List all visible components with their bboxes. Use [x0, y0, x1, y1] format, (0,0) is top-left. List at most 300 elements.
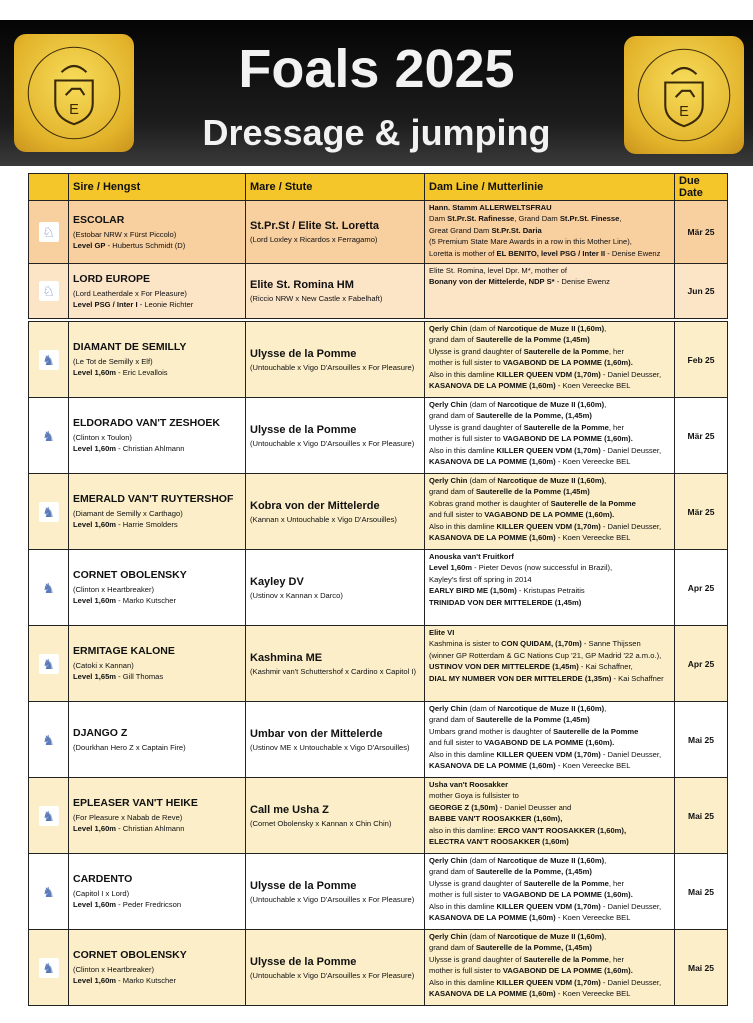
sire-level: Level 1,60m	[73, 824, 117, 833]
dam-line-text: KASANOVA DE LA POMME (1,60m)	[429, 381, 556, 391]
mare-pedigree: (Untouchable x Vigo D'Arsouilles x For Pleasure)	[250, 438, 415, 448]
dam-line-text: KASANOVA DE LA POMME (1,60m)	[429, 457, 556, 467]
dam-line	[429, 749, 670, 760]
dam-line-text: Sauterelle de la Pomme (1,45m)	[475, 335, 590, 345]
dam-line-text: St.Pr.St. Finesse	[559, 214, 620, 224]
sire-level-line	[73, 443, 241, 454]
due-date: Mär 25	[675, 398, 728, 474]
dam-line-cell	[425, 778, 675, 854]
icon-cell	[29, 474, 69, 550]
jumping-horse-icon: ♞	[39, 654, 59, 674]
sire-pedigree: (Clinton x Heartbreaker)	[73, 585, 155, 594]
mare-name: Ulysse de la Pomme	[250, 955, 357, 968]
sire-rider: - Leonie Richter	[137, 299, 194, 309]
dam-line	[429, 551, 670, 562]
dam-line	[429, 433, 670, 444]
dam-line	[429, 650, 670, 661]
due-date: Feb 25	[675, 322, 728, 398]
dam-line-text: KASANOVA DE LA POMME (1,60m)	[429, 761, 556, 771]
dam-line	[429, 836, 670, 847]
mare-cell	[246, 930, 425, 1006]
dam-line-text: - Sanne Thijssen	[581, 639, 641, 649]
dam-line-cell	[425, 550, 675, 626]
sire-name: CARDENTO	[73, 873, 133, 885]
mare-cell	[246, 322, 425, 398]
dam-line	[429, 369, 670, 380]
dam-line	[429, 912, 670, 923]
jumping-horse-icon: ♞	[39, 730, 59, 750]
sire-pedigree: (Estobar NRW x Fürst Piccolo)	[73, 229, 177, 239]
dam-line-text: VAGABOND DE LA POMME (1,60m).	[484, 738, 615, 748]
jumping-horse-icon: ♞	[39, 882, 59, 902]
mare-name: Ulysse de la Pomme	[250, 879, 357, 892]
sire-level: Level 1,60m	[73, 976, 117, 985]
sire-cell	[69, 930, 246, 1006]
jumping-horse-icon: ♞	[39, 806, 59, 826]
dam-line-text: Great Grand Dam	[429, 225, 492, 235]
dam-line	[429, 265, 670, 276]
dam-line-text: ,	[604, 400, 607, 409]
dam-line-text: - Daniel Deusser,	[600, 521, 662, 531]
dam-line-text: KILLER QUEEN VDM (1,70m)	[496, 369, 601, 379]
mare-cell	[246, 626, 425, 702]
dam-line-text: - Koen Vereecke BEL	[555, 533, 631, 543]
dam-line-text: Also in this damline	[429, 749, 497, 759]
dam-line-text: , Grand Dam	[514, 214, 560, 224]
sire-pedigree: (Clinton x Toulon)	[73, 433, 132, 442]
mare-pedigree: (Untouchable x Vigo D'Arsouilles x For Pleasure)	[250, 894, 415, 904]
dam-line-text: Qerly Chin	[429, 400, 468, 409]
dam-line	[429, 661, 670, 672]
dam-line	[429, 942, 670, 953]
dam-line-text: Narcotique de Muze II (1,60m)	[497, 400, 605, 409]
dam-line-text: Elite VI	[429, 628, 455, 637]
dam-line-text: Umbars grand mother is daughter of	[429, 726, 554, 736]
sire-cell	[69, 474, 246, 550]
dam-line-text: Sauterelle de la Pomme (1,45m)	[475, 715, 590, 725]
due-date: Apr 25	[675, 550, 728, 626]
dam-line	[429, 202, 670, 213]
dam-line-text: Also in this damline	[429, 445, 497, 455]
dam-line-text: (dam of	[467, 400, 498, 409]
dam-line	[429, 977, 670, 988]
dam-line-text: KASANOVA DE LA POMME (1,60m)	[429, 989, 556, 999]
sire-rider: - Harrie Smolders	[116, 520, 178, 529]
dam-line	[429, 889, 670, 900]
mare-name: Kayley DV	[250, 575, 304, 588]
dam-line-text: Narcotique de Muze II (1,60m)	[497, 476, 605, 485]
dam-line	[429, 597, 670, 608]
dam-line-text: - Kai Schaffner	[611, 673, 664, 683]
dam-line-text: GEORGE Z (1,50m)	[429, 802, 498, 812]
dam-line	[429, 445, 670, 456]
sire-level: Level 1,65m	[73, 672, 117, 681]
dam-line	[429, 236, 670, 247]
jumping-horse-icon: ♞	[39, 502, 59, 522]
sire-level: Level 1,60m	[73, 900, 117, 909]
dam-line-text: Ulysse is grand daughter of	[429, 954, 524, 964]
due-date: Mär 25	[675, 474, 728, 550]
dam-line-text: Also in this damline	[429, 901, 497, 911]
dam-line	[429, 790, 670, 801]
dam-line	[429, 334, 670, 345]
dam-line-text: Ulysse is grand daughter of	[429, 346, 524, 356]
dam-line-text: grand dam of	[429, 715, 476, 725]
dam-line	[429, 486, 670, 497]
sire-name: EPLEASER VAN'T HEIKE	[73, 797, 198, 809]
jumping-horse-icon: ♞	[39, 350, 59, 370]
dam-line	[429, 726, 670, 737]
sire-pedigree: (Lord Leatherdale x For Pleasure)	[73, 288, 187, 298]
sire-cell	[69, 264, 246, 319]
dam-line	[429, 813, 670, 824]
due-date: Mai 25	[675, 778, 728, 854]
icon-cell	[29, 264, 69, 319]
due-date: Jun 25	[675, 264, 728, 319]
dam-line	[429, 323, 670, 334]
dam-line	[429, 931, 670, 942]
jumping-horse-icon: ♞	[39, 578, 59, 598]
dam-line-text: - Pieter Devos (now successful in Brazil),	[472, 563, 613, 573]
dam-line	[429, 779, 670, 790]
dam-line-cell	[425, 474, 675, 550]
dam-line-text: DIAL MY NUMBER VON DER MITTELERDE (1,35m)	[429, 673, 612, 683]
dam-line	[429, 988, 670, 999]
mare-name: Umbar von der Mittelerde	[250, 727, 383, 740]
dam-line-text: KILLER QUEEN VDM (1,70m)	[496, 977, 601, 987]
mare-pedigree: (Ustinov ME x Untouchable x Vigo D'Arsouilles)	[250, 742, 410, 752]
dam-line-text: Narcotique de Muze II (1,60m)	[497, 932, 605, 941]
dam-line	[429, 380, 670, 391]
mare-name: Ulysse de la Pomme	[250, 423, 357, 436]
mare-pedigree: (Cornet Obolensky x Kannan x Chin Chin)	[250, 818, 392, 828]
dam-line-text: Dam	[429, 214, 448, 224]
dam-line-text: , her	[608, 422, 625, 432]
table-row	[29, 550, 728, 626]
breeders-association-logo	[624, 36, 744, 154]
dam-line-text: Sauterelle de la Pomme	[523, 954, 609, 964]
dam-line	[429, 965, 670, 976]
dam-line-text: - Daniel Deusser,	[600, 369, 662, 379]
dam-line-text: KASANOVA DE LA POMME (1,60m)	[429, 533, 556, 543]
mare-pedigree: (Untouchable x Vigo D'Arsouilles x For Pleasure)	[250, 970, 415, 980]
dam-line-text: Qerly Chin	[429, 932, 468, 941]
dam-line-text: Kayley's first off spring in 2014	[429, 574, 532, 584]
mare-name: St.Pr.St / Elite St. Loretta	[250, 220, 379, 232]
sire-level-line	[73, 823, 241, 834]
sire-pedigree: (Clinton x Heartbreaker)	[73, 965, 155, 974]
dam-line	[429, 410, 670, 421]
dam-line-text: mother is full sister to	[429, 890, 503, 900]
dam-line-text: Narcotique de Muze II (1,60m)	[497, 704, 605, 713]
dam-line-text: ,	[619, 214, 622, 224]
sire-name: LORD EUROPE	[73, 272, 151, 285]
dam-line-text: - Denise Ewenz	[554, 277, 610, 287]
dam-line-text: VAGABOND DE LA POMME (1,60m).	[502, 966, 633, 976]
dam-line-text: Ulysse is grand daughter of	[429, 878, 524, 888]
sire-cell	[69, 626, 246, 702]
icon-cell	[29, 930, 69, 1006]
page-title: Foals 2025	[238, 39, 515, 99]
due-date: Mai 25	[675, 930, 728, 1006]
dam-line-cell	[425, 930, 675, 1006]
sire-cell	[69, 778, 246, 854]
dam-line-text: grand dam of	[429, 487, 476, 497]
dam-line-text: also in this damline:	[429, 825, 498, 835]
sire-rider: - Christian Ahlmann	[116, 824, 185, 833]
dam-line-text: - Koen Vereecke BEL	[555, 381, 631, 391]
dam-line	[429, 475, 670, 486]
dam-line-text: , her	[608, 954, 625, 964]
table-row	[29, 398, 728, 474]
dam-line-text: grand dam of	[429, 411, 476, 421]
sire-name: DJANGO Z	[73, 726, 128, 739]
sire-pedigree: (For Pleasure x Nabab de Reve)	[73, 813, 183, 822]
table-header	[29, 174, 728, 201]
dam-line-text: Qerly Chin	[429, 704, 468, 713]
due-date: Mär 25	[675, 201, 728, 264]
dam-line-text: and full sister to	[429, 738, 485, 748]
icon-cell	[29, 398, 69, 474]
dam-line-cell	[425, 264, 675, 319]
dam-line-text: Elite St. Romina, level Dpr. M*, mother of	[429, 266, 568, 275]
mare-name: Elite St. Romina HM	[250, 279, 354, 291]
dam-line-text: and full sister to	[429, 510, 485, 520]
dam-line-text: grand dam of	[429, 335, 476, 345]
dam-line-text: grand dam of	[429, 867, 476, 877]
sire-cell	[69, 702, 246, 778]
sire-rider: - Gill Thomas	[116, 672, 164, 681]
dam-line-text: Narcotique de Muze II (1,60m)	[497, 324, 605, 333]
mare-cell	[246, 201, 425, 264]
dam-line	[429, 509, 670, 520]
dam-line-text: mother Goya is fullsister to	[429, 791, 519, 801]
dam-line-text: , her	[608, 878, 625, 888]
dam-line-text: - Daniel Deusser,	[600, 901, 662, 911]
sire-cell	[69, 201, 246, 264]
sire-cell	[69, 398, 246, 474]
dam-line-text: Bonany von der Mittelerde, NDP S*	[429, 277, 555, 287]
dam-line	[429, 585, 670, 596]
dam-line	[429, 346, 670, 357]
dam-line-text: mother is full sister to	[429, 434, 503, 444]
sire-rider: - Eric Levallois	[116, 368, 168, 377]
sire-name: CORNET OBOLENSKY	[73, 569, 187, 581]
dressage-horse-icon: ♘	[39, 222, 59, 242]
sire-level-line	[73, 240, 241, 251]
column-header-mare: Mare / Stute	[246, 174, 425, 201]
dam-line-text: ,	[604, 324, 607, 333]
jumping-horse-icon: ♞	[39, 426, 59, 446]
dam-line-text: Kobras grand mother is daughter of	[429, 498, 551, 508]
table-row	[29, 702, 728, 778]
table-row	[29, 854, 728, 930]
dam-line-text: (dam of	[467, 476, 498, 485]
mare-name: Kashmina ME	[250, 651, 323, 664]
dam-line-text: (dam of	[467, 324, 498, 333]
dam-line	[429, 422, 670, 433]
dam-line-text: - Koen Vereecke BEL	[555, 457, 631, 467]
sire-level-line	[73, 367, 241, 378]
dam-line-text: ERCO VAN'T ROOSAKKER (1,60m),	[497, 825, 627, 835]
sire-pedigree: (Capitol I x Lord)	[73, 889, 130, 898]
dam-line-text: ,	[604, 704, 607, 713]
dam-line-text: Sauterelle de la Pomme, (1,45m)	[475, 867, 592, 877]
sire-rider: - Hubertus Schmidt (D)	[105, 240, 186, 250]
column-header-due-date: Due Date	[675, 174, 728, 201]
dressage-horse-icon: ♘	[39, 281, 59, 301]
dam-line	[429, 901, 670, 912]
mare-name: Kobra von der Mittelerde	[250, 499, 380, 512]
dam-line	[429, 627, 670, 638]
dam-line	[429, 248, 670, 259]
sire-level-line	[73, 299, 241, 310]
sire-rider: - Marko Kutscher	[116, 596, 176, 605]
dam-line-text: - Koen Vereecke BEL	[555, 761, 631, 771]
dam-line	[429, 357, 670, 368]
dam-line-text: Usha van't Roosakker	[429, 780, 509, 789]
dam-line-text: ,	[604, 932, 607, 941]
sire-pedigree: (Dourkhan Hero Z x Captain Fire)	[73, 742, 186, 752]
dam-line-text: EARLY BIRD ME (1,50m)	[429, 586, 517, 596]
dam-line-text: Level 1,60m	[429, 563, 473, 573]
dam-line-text: ,	[604, 476, 607, 485]
dam-line-text: VAGABOND DE LA POMME (1,60m).	[502, 358, 633, 368]
sire-level: Level 1,60m	[73, 368, 117, 377]
dam-line-text: KASANOVA DE LA POMME (1,60m)	[429, 913, 556, 923]
dam-line-text: Sauterelle de la Pomme	[523, 346, 609, 356]
mare-cell	[246, 778, 425, 854]
sire-name: EMERALD VAN'T RUYTERSHOF	[73, 493, 234, 505]
dam-line-text: Also in this damline	[429, 977, 497, 987]
dam-line-text: ,	[604, 856, 607, 865]
dam-line-text: Also in this damline	[429, 521, 497, 531]
mare-pedigree: (Kashmir van't Schuttershof x Cardino x Capitol I)	[250, 666, 417, 676]
dam-line-text: Sauterelle de la Pomme (1,45m)	[475, 487, 590, 497]
dam-line-text: Sauterelle de la Pomme	[553, 726, 639, 736]
dam-line-text: - Daniel Deusser,	[600, 977, 662, 987]
table-row	[29, 201, 728, 264]
dam-line	[429, 574, 670, 585]
dam-line-text: - Kai Schaffner,	[578, 662, 633, 672]
dam-line-text: Also in this damline	[429, 369, 497, 379]
sire-level: Level PSG / Inter I	[73, 299, 138, 309]
dam-line	[429, 673, 670, 684]
dam-line-text: VAGABOND DE LA POMME (1,60m).	[502, 434, 633, 444]
sire-level-line	[73, 671, 241, 682]
dam-line	[429, 521, 670, 532]
dam-line	[429, 737, 670, 748]
sire-rider: - Christian Ahlmann	[116, 444, 185, 453]
dam-line-cell	[425, 854, 675, 930]
svg-text:E: E	[69, 101, 79, 118]
dam-line-text: Narcotique de Muze II (1,60m)	[497, 856, 605, 865]
column-header-sire: Sire / Hengst	[69, 174, 246, 201]
dam-line-text: mother is full sister to	[429, 358, 503, 368]
dam-line-text: - Denise Ewenz	[605, 248, 661, 258]
sire-name: ELDORADO VAN'T ZESHOEK	[73, 417, 220, 429]
sire-rider: - Marko Kutscher	[116, 976, 176, 985]
dam-line	[429, 532, 670, 543]
table-row	[29, 474, 728, 550]
sire-rider: - Peder Fredricson	[116, 900, 182, 909]
mare-pedigree: (Lord Loxley x Ricardos x Ferragamo)	[250, 235, 378, 244]
dam-line-text: (dam of	[467, 932, 498, 941]
sire-level: Level 1,60m	[73, 520, 117, 529]
dam-line-text: Sauterelle de la Pomme	[550, 498, 636, 508]
dam-line-text: ELECTRA VAN'T ROOSAKKER (1,60m)	[429, 837, 569, 847]
table-row	[29, 264, 728, 319]
dam-line-text: Sauterelle de la Pomme, (1,45m)	[475, 411, 592, 421]
jumping-horse-icon: ♞	[39, 958, 59, 978]
dam-line-text: Qerly Chin	[429, 856, 468, 865]
mare-cell	[246, 264, 425, 319]
dam-line	[429, 213, 670, 224]
sire-level-line	[73, 975, 241, 986]
dam-line-text: - Daniel Deusser,	[600, 749, 662, 759]
dam-line-text: (winner GP Rotterdam & GC Nations Cup '21, GP Madrid '22 a.m.o.),	[429, 650, 662, 660]
sire-pedigree: (Diamant de Semilly x Carthago)	[73, 509, 183, 518]
dam-line-text: Sauterelle de la Pomme	[523, 422, 609, 432]
sire-level-line	[73, 899, 241, 910]
dam-line-text: CON QUIDAM, (1,70m)	[501, 639, 582, 649]
table-row	[29, 626, 728, 702]
dam-line-text: St.Pr.St. Daria	[491, 225, 542, 235]
column-header-dam-line: Dam Line / Mutterlinie	[425, 174, 675, 201]
dam-line-cell	[425, 398, 675, 474]
icon-cell	[29, 702, 69, 778]
dam-line-text: St.Pr.St. Rafinesse	[447, 214, 515, 224]
mare-cell	[246, 398, 425, 474]
table-row	[29, 778, 728, 854]
dam-line-text: mother is full sister to	[429, 966, 503, 976]
dressage-table	[28, 173, 728, 319]
mare-cell	[246, 854, 425, 930]
icon-cell	[29, 550, 69, 626]
dam-line-text: (5 Premium State Mare Awards in a row in this Mother Line),	[429, 237, 632, 247]
sire-name: ERMITAGE KALONE	[73, 645, 175, 657]
dam-line-text: BABBE VAN'T ROOSAKKER (1,60m),	[429, 814, 563, 824]
mare-pedigree: (Untouchable x Vigo D'Arsouilles x For Pleasure)	[250, 362, 415, 372]
mare-cell	[246, 702, 425, 778]
mare-pedigree: (Kannan x Untouchable x Vigo D'Arsouilles)	[250, 514, 397, 524]
dam-line-text: grand dam of	[429, 943, 476, 953]
sire-name: CORNET OBOLENSKY	[73, 949, 187, 961]
dam-line	[429, 802, 670, 813]
dam-line-text: Ulysse is grand daughter of	[429, 422, 524, 432]
page-subtitle: Dressage & jumping	[202, 112, 551, 153]
dam-line	[429, 954, 670, 965]
dam-line-text: - Koen Vereecke BEL	[555, 989, 631, 999]
dam-line-text: VAGABOND DE LA POMME (1,60m).	[484, 510, 615, 520]
dam-line	[429, 825, 670, 836]
sire-level: Level 1,60m	[73, 444, 117, 453]
dam-line-cell	[425, 702, 675, 778]
dam-line-text: Hann. Stamm ALLERWELTSFRAU	[429, 203, 552, 212]
icon-cell	[29, 854, 69, 930]
dam-line-cell	[425, 201, 675, 264]
svg-text:E: E	[679, 103, 689, 120]
dam-line-text: EL BENITO, level PSG / Inter II	[496, 248, 606, 258]
dam-line-text: - Kristupas Petraitis	[516, 586, 585, 596]
due-date: Mai 25	[675, 854, 728, 930]
dam-line	[429, 703, 670, 714]
jumping-table	[28, 321, 728, 1006]
dam-line	[429, 498, 670, 509]
dam-line-text: (dam of	[467, 856, 498, 865]
sire-pedigree: (Le Tot de Semilly x Elf)	[73, 357, 153, 366]
sire-level-line	[73, 595, 241, 606]
